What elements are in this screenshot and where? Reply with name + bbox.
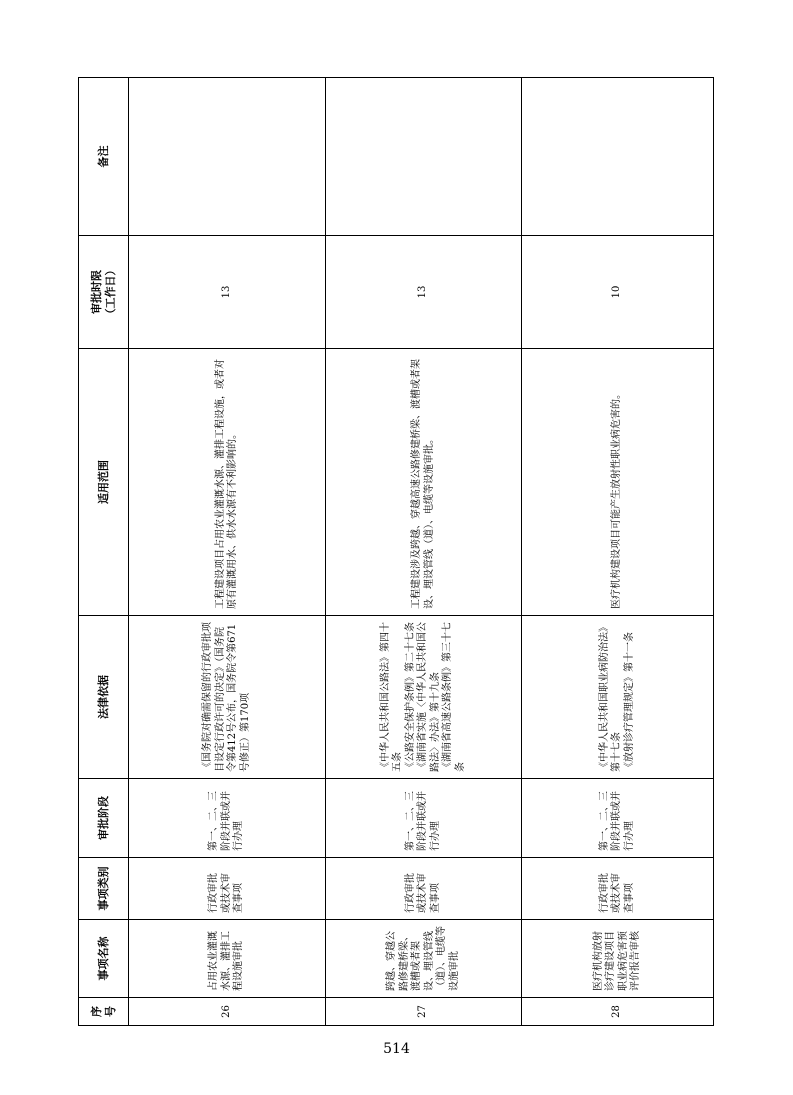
cell-seq: 28	[522, 998, 714, 1026]
cell-seq: 26	[129, 998, 326, 1026]
cell-scope: 工程建设涉及跨越、穿越高速公路修建桥梁、渡槽或者架设、埋设管线（道）、电缆等设施审批。	[326, 349, 522, 616]
cell-name: 跨越、穿越公路修建桥梁、渡槽或者架设、埋设管线（道）、电缆等设施审批	[326, 920, 522, 998]
table-row	[522, 78, 714, 1026]
cell-category: 行政审批或技术审查事项	[129, 858, 326, 920]
cell-category: 行政审批或技术审查事项	[326, 858, 522, 920]
rotated-table-container	[78, 78, 713, 1026]
header-row	[79, 78, 129, 1026]
page-number: 514	[383, 1041, 410, 1057]
approval-items-table	[78, 77, 714, 1026]
header-law: 法律依据	[79, 616, 129, 779]
header-name: 事项名称	[79, 920, 129, 998]
cell-law: 《中华人民共和国公路法》第四十五条 《公路安全保护条例》第二十七条 《湖南省实施〈中华人民共和国公路法〉办法》第十九条 《湖南省高速公路条例》第三十七条	[326, 616, 522, 779]
cell-name: 医疗机构放射诊疗建设项目职业病危害预评价报告审核	[522, 920, 714, 998]
cell-scope: 医疗机构建设项目可能产生放射性职业病危害的。	[522, 349, 714, 616]
cell-time: 10	[522, 236, 714, 349]
table-row	[129, 78, 326, 1026]
cell-stage: 第一、二、三阶段并联或并行办理	[326, 779, 522, 858]
cell-time: 13	[129, 236, 326, 349]
cell-time: 13	[326, 236, 522, 349]
cell-stage: 第一、二、三阶段并联或并行办理	[129, 779, 326, 858]
header-scope: 适用范围	[79, 349, 129, 616]
cell-remark	[326, 78, 522, 236]
cell-law: 《国务院对确需保留的行政审批项目设定行政许可的决定》（国务院令第412号公布，国务院令第671号修正）第170项	[129, 616, 326, 779]
header-time: 审批时限 （工作日）	[79, 236, 129, 349]
header-category: 事项类别	[79, 858, 129, 920]
header-seq: 序号	[79, 998, 129, 1026]
cell-law: 《中华人民共和国职业病防治法》第十七条 《放射诊疗管理规定》第十一条	[522, 616, 714, 779]
cell-scope: 工程建设项目占用农业灌溉水源、灌排工程设施，或者对原有灌溉用水、供水水源有不利影响的。	[129, 349, 326, 616]
cell-category: 行政审批或技术审查事项	[522, 858, 714, 920]
cell-remark	[522, 78, 714, 236]
table-frame	[78, 78, 713, 1026]
header-stage: 审批阶段	[79, 779, 129, 858]
cell-seq: 27	[326, 998, 522, 1026]
header-remark: 备注	[79, 78, 129, 236]
cell-name: 占用农业灌溉水源、灌排工程设施审批	[129, 920, 326, 998]
cell-remark	[129, 78, 326, 236]
cell-stage: 第一、二、三阶段并联或并行办理	[522, 779, 714, 858]
table-row	[326, 78, 522, 1026]
